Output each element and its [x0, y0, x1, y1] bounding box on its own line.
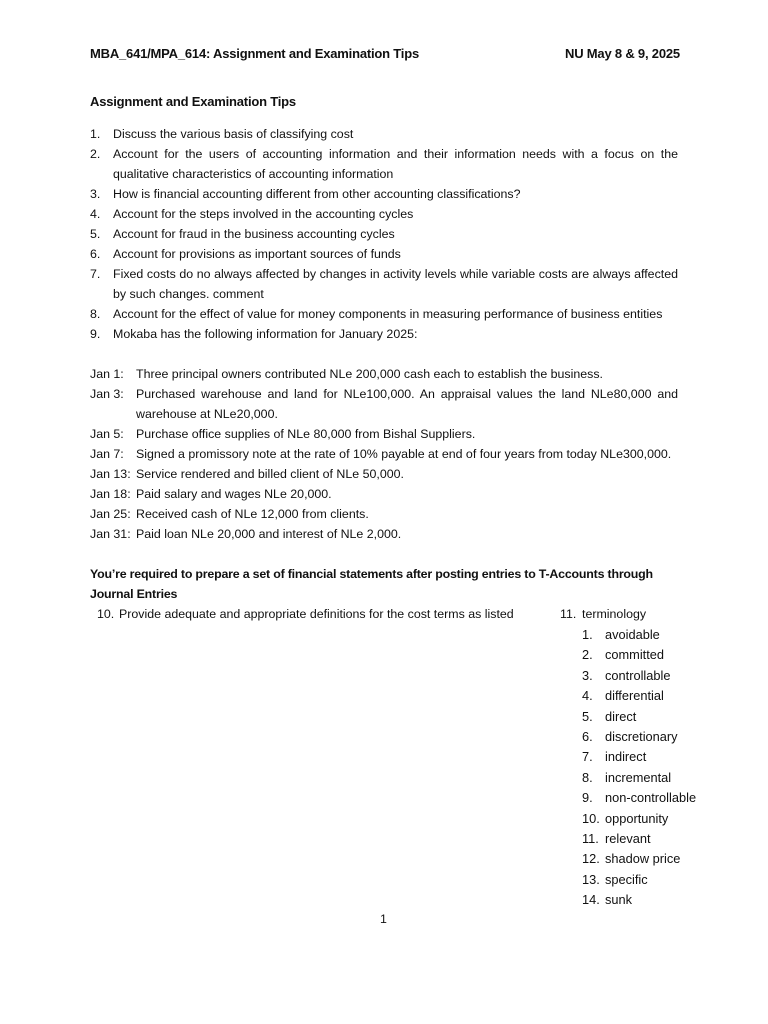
- transaction-date: Jan 13:: [90, 467, 131, 481]
- term-number: 13.: [582, 871, 600, 887]
- question-10: [97, 604, 514, 624]
- term-number: 7.: [582, 749, 593, 765]
- transaction-text: Purchased warehouse and land for NLe100,000. An appraisal values the land NLe80,000 and warehouse at NLe20,000.: [136, 387, 678, 421]
- question-number: 9.: [90, 327, 101, 341]
- list-item: [582, 849, 696, 869]
- page-number: 1: [380, 912, 387, 926]
- transaction-text: Received cash of NLe 12,000 from clients.: [136, 507, 369, 521]
- question-text: Account for the effect of value for money components in measuring performance of business entities: [113, 307, 663, 321]
- term-label: relevant: [605, 830, 651, 846]
- section-title: Assignment and Examination Tips: [90, 94, 296, 109]
- question-item: [90, 324, 678, 344]
- transaction-text: Service rendered and billed client of NLe 50,000.: [136, 467, 404, 481]
- term-number: 3.: [582, 667, 593, 683]
- transaction-row: [90, 444, 678, 464]
- question-item: [90, 224, 678, 244]
- question-text: Account for the steps involved in the accounting cycles: [113, 207, 414, 221]
- list-item: [582, 666, 696, 686]
- term-label: controllable: [605, 667, 671, 683]
- question-11: [560, 604, 646, 624]
- list-item: [582, 829, 696, 849]
- question-number: 1.: [90, 127, 101, 141]
- transaction-text: Paid loan NLe 20,000 and interest of NLe 2,000.: [136, 527, 402, 541]
- transaction-row: [90, 384, 678, 424]
- question-number: 4.: [90, 207, 101, 221]
- question-text: Discuss the various basis of classifying cost: [113, 127, 354, 141]
- term-label: incremental: [605, 769, 672, 785]
- question-text: Mokaba has the following information for January 2025:: [113, 327, 418, 341]
- question-text: Account for provisions as important sources of funds: [113, 247, 401, 261]
- term-number: 11.: [582, 830, 599, 846]
- question-text: Provide adequate and appropriate definitions for the cost terms as listed: [119, 607, 514, 621]
- transaction-text: Purchase office supplies of NLe 80,000 from Bishal Suppliers.: [136, 427, 476, 441]
- transaction-text: Signed a promissory note at the rate of 10% payable at end of four years from today NLe300,000.: [136, 447, 672, 461]
- term-label: specific: [605, 871, 648, 887]
- list-item: [582, 890, 696, 910]
- transaction-text: Three principal owners contributed NLe 200,000 cash each to establish the business.: [136, 367, 603, 381]
- transaction-date: Jan 3:: [90, 387, 124, 401]
- transaction-row: [90, 424, 678, 444]
- term-label: indirect: [605, 749, 647, 765]
- question-number: 3.: [90, 187, 101, 201]
- term-label: discretionary: [605, 728, 678, 744]
- question-number: 8.: [90, 307, 101, 321]
- term-number: 4.: [582, 688, 593, 704]
- term-label: opportunity: [605, 810, 669, 826]
- question-text: Fixed costs do no always affected by changes in activity levels while variable costs are always affected by such changes. comment: [113, 267, 678, 301]
- list-item: [582, 686, 696, 706]
- list-item: [582, 625, 696, 645]
- question-text: Account for fraud in the business accounting cycles: [113, 227, 395, 241]
- term-number: 10.: [582, 810, 600, 826]
- question-item: [90, 184, 678, 204]
- question-number: 5.: [90, 227, 101, 241]
- question-text: Account for the users of accounting information and their information needs with a focus on the qualitative characteristics of accounting information: [113, 147, 678, 181]
- list-item: [582, 768, 696, 788]
- question-item: [90, 264, 678, 304]
- list-item: [582, 645, 696, 665]
- transaction-date: Jan 31:: [90, 527, 131, 541]
- term-number: 8.: [582, 769, 593, 785]
- term-number: 14.: [582, 892, 600, 908]
- required-instruction: You’re required to prepare a set of financial statements after posting entries to T-Accounts through Journal Entries: [90, 567, 653, 601]
- transaction-row: [90, 364, 678, 384]
- term-label: non-controllable: [605, 790, 697, 806]
- term-label: committed: [605, 647, 665, 663]
- question-number: 10.: [97, 607, 115, 621]
- transaction-row: [90, 484, 678, 504]
- term-label: avoidable: [605, 627, 660, 642]
- transaction-text: Paid salary and wages NLe 20,000.: [136, 487, 332, 501]
- list-item: [582, 747, 696, 767]
- list-item: [582, 870, 696, 890]
- term-number: 5.: [582, 708, 593, 724]
- term-number: 9.: [582, 790, 593, 806]
- term-number: 12.: [582, 851, 600, 867]
- question-number: 2.: [90, 147, 101, 161]
- transaction-row: [90, 464, 678, 484]
- term-label: differential: [605, 688, 664, 704]
- term-number: 6.: [582, 728, 593, 744]
- question-number: 7.: [90, 267, 101, 281]
- question-text: How is financial accounting different from other accounting classifications?: [113, 187, 521, 201]
- transaction-date: Jan 7:: [90, 447, 124, 461]
- list-item: [582, 707, 696, 727]
- header-course-title: MBA_641/MPA_614: Assignment and Examination Tips: [90, 46, 419, 61]
- transaction-date: Jan 1:: [90, 367, 124, 381]
- journal-transactions: [90, 364, 678, 544]
- term-label: sunk: [605, 892, 633, 908]
- transaction-row: [90, 504, 678, 524]
- question-number: 11.: [560, 607, 577, 621]
- question-item: [90, 204, 678, 224]
- header-date: NU May 8 & 9, 2025: [565, 46, 680, 61]
- transaction-date: Jan 5:: [90, 427, 124, 441]
- transaction-row: [90, 524, 678, 544]
- term-number: 1.: [582, 627, 593, 642]
- question-text: terminology: [582, 607, 647, 621]
- list-item: [582, 809, 696, 829]
- list-item: [582, 727, 696, 747]
- question-item: [90, 144, 678, 184]
- term-label: direct: [605, 708, 637, 724]
- cost-terms-list: [582, 625, 696, 910]
- question-number: 6.: [90, 247, 101, 261]
- list-item: [582, 788, 696, 808]
- question-item: [90, 124, 678, 144]
- question-item: [90, 304, 678, 324]
- term-number: 2.: [582, 647, 593, 663]
- question-list: [90, 124, 678, 344]
- term-label: shadow price: [605, 851, 681, 867]
- question-item: [90, 244, 678, 264]
- transaction-date: Jan 25:: [90, 507, 131, 521]
- transaction-date: Jan 18:: [90, 487, 131, 501]
